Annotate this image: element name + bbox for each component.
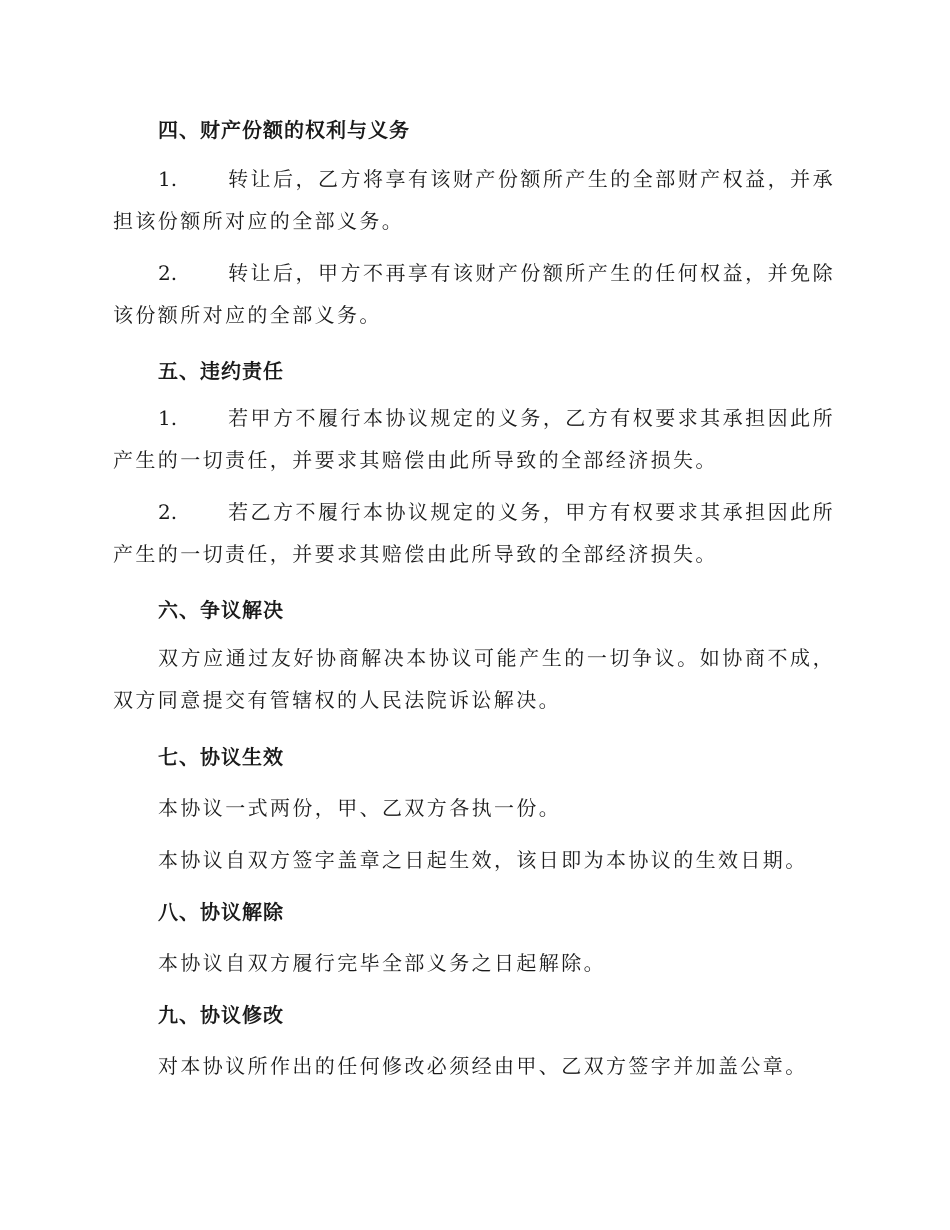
effect-line-1: 本协议一式两份，甲、乙双方各执一份。 <box>158 796 562 820</box>
clause-number: 2. <box>158 500 178 524</box>
dispute-paragraph: 双方应通过友好协商解决本协议可能产生的一切争议。如协商不成，双方同意提交有管辖权的人民法院诉讼解决。 <box>113 646 835 712</box>
clause-text: 若乙方不履行本协议规定的义务，甲方有权要求其承担因此所产生的一切责任，并要求其赔偿由此所导致的全部经济损失。 <box>113 500 835 566</box>
clause-4-1 <box>113 158 835 242</box>
clause-number: 1. <box>158 167 178 191</box>
amendment-line: 对本协议所作出的任何修改必须经由甲、乙双方签字并加盖公章。 <box>158 1054 808 1078</box>
clause-5-2 <box>113 491 835 575</box>
clause-text: 转让后，甲方不再享有该财产份额所产生的任何权益，并免除该份额所对应的全部义务。 <box>113 261 835 327</box>
clause-4-2 <box>113 252 835 336</box>
section-heading-7: 七、协议生效 <box>158 745 284 769</box>
clause-text: 若甲方不履行本协议规定的义务，乙方有权要求其承担因此所产生的一切责任，并要求其赔偿由此所导致的全部经济损失。 <box>113 406 835 472</box>
clause-number: 2. <box>158 261 178 285</box>
clause-5-1 <box>113 397 835 481</box>
section-heading-8: 八、协议解除 <box>158 900 284 924</box>
section-heading-9: 九、协议修改 <box>158 1003 284 1027</box>
effect-line-2: 本协议自双方签字盖章之日起生效，该日即为本协议的生效日期。 <box>158 848 808 872</box>
section-heading-4: 四、财产份额的权利与义务 <box>158 118 410 142</box>
section-heading-5: 五、违约责任 <box>158 359 284 383</box>
termination-line: 本协议自双方履行完毕全部义务之日起解除。 <box>158 951 606 975</box>
clause-text: 转让后，乙方将享有该财产份额所产生的全部财产权益，并承担该份额所对应的全部义务。 <box>113 167 835 233</box>
section-heading-6: 六、争议解决 <box>158 598 284 622</box>
clause-number: 1. <box>158 406 178 430</box>
